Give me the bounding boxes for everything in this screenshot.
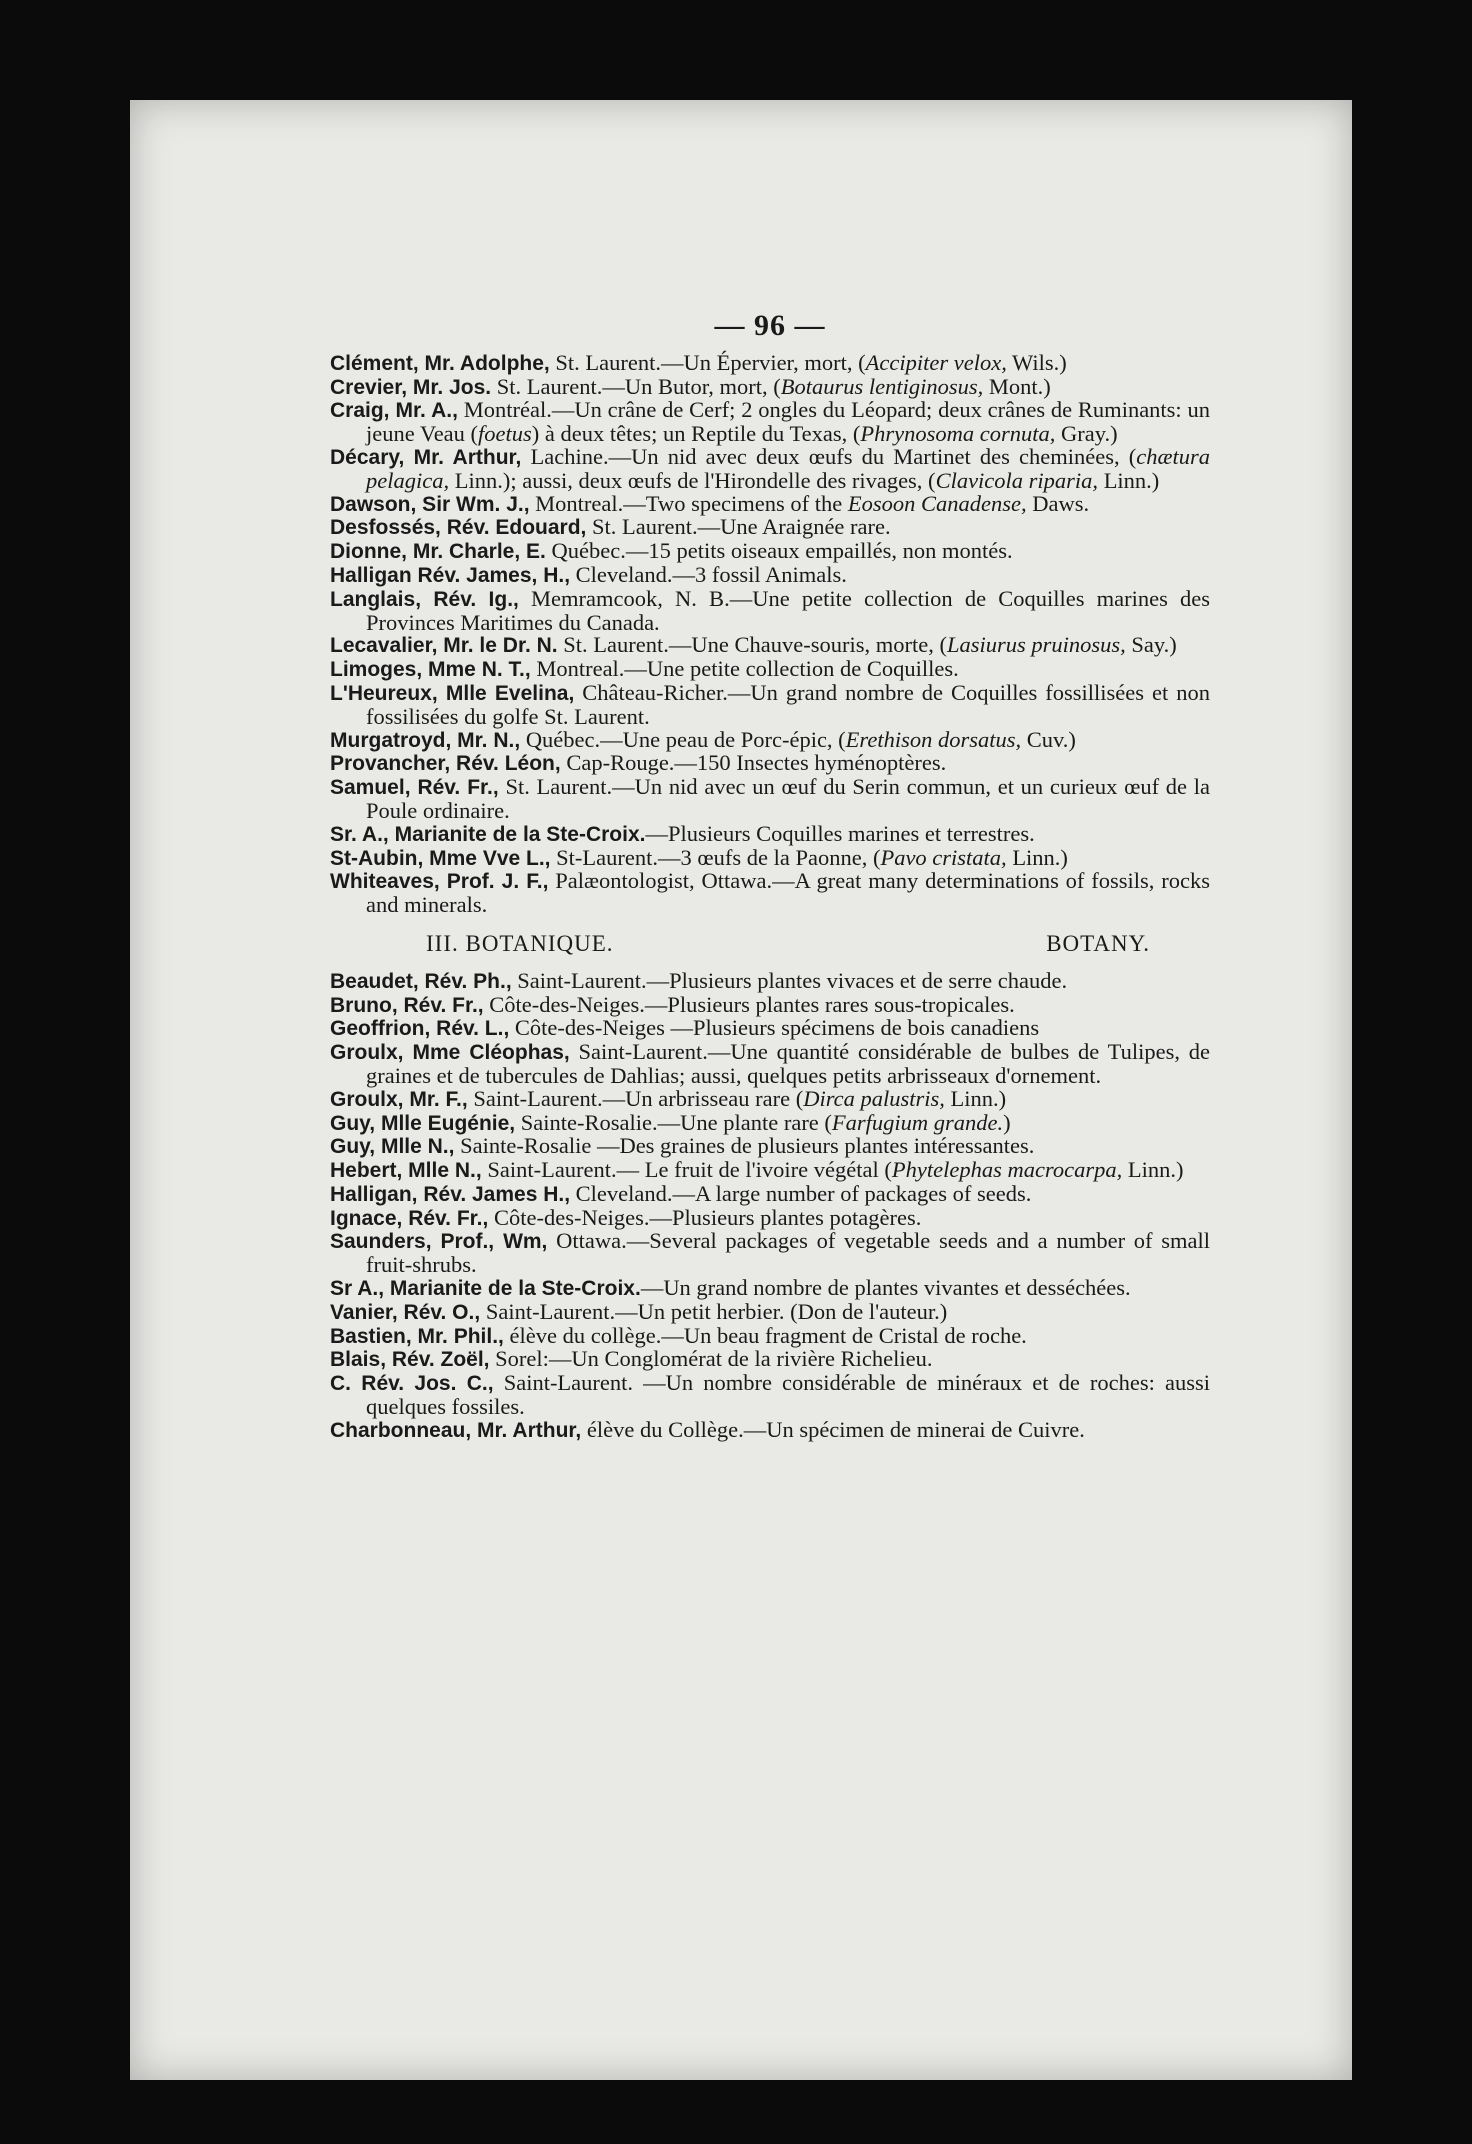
entry-text: élève du Collège.—Un spécimen de minerai de Cuivre. [581,1416,1085,1442]
page-content [330,309,1211,1443]
species-name: Pavo cristata, [880,844,1007,870]
entry-text: Cap-Rouge.—150 Insectes hyménoptères. [560,750,947,776]
donor-name: Vanier, Rév. O., [330,1300,481,1324]
entry-text: Côte-des-Neiges —Plusieurs spécimens de bois canadiens [509,1015,1040,1041]
donor-entry [330,679,1210,729]
entry-text: Côte-des-Neiges.—Plusieurs plantes potagères. [488,1204,922,1230]
donor-entry [330,844,1210,871]
donor-name: Groulx, Mr. F., [330,1087,468,1111]
entry-text: Linn.) [1006,844,1068,870]
donor-entry [330,1348,1210,1372]
donor-name: L'Heureux, Mlle Evelina, [330,681,575,705]
donor-name: Saunders, Prof., Wm, [330,1230,548,1254]
entry-text: St. Laurent.—Un nid avec un œuf du Serin commun, et un curieux œuf de la Poule ordinaire. [366,774,1210,823]
donor-entry [330,820,1210,847]
entry-text: Saint-Laurent. —Un nombre considérable de minéraux et de roches: aussi quelques fossiles. [366,1370,1210,1420]
entry-text: Côte-des-Neiges.—Plusieurs plantes rares sous-tropicales. [483,991,1015,1017]
donor-entry [330,726,1210,753]
entry-text: élève du collège.—Un beau fragment de Cristal de roche. [503,1322,1027,1348]
donor-name: St-Aubin, Mme Vve L., [330,846,551,870]
donor-name: Halligan, Rév. James H., [330,1182,571,1206]
donor-name: Charbonneau, Mr. Arthur, [330,1418,582,1442]
donor-entry [330,991,1210,1018]
entry-text: Linn.) [1122,1157,1184,1183]
species-name: chætura pelagica, [366,443,1210,493]
species-name: Phrynosoma cornuta, [860,421,1056,447]
donor-entry [330,399,1210,446]
donor-name: Dionne, Mr. Charle, E. [330,540,546,564]
entry-text: Saint-Laurent.—Un arbrisseau rare ( [467,1085,804,1111]
donor-name: Guy, Mlle Eugénie, [330,1111,516,1135]
donor-name: Craig, Mr. A., [330,399,458,423]
entry-text: Linn.) [1098,467,1160,493]
entry-text: St. Laurent.—Un Épervier, mort, ( [549,349,866,375]
donor-entry [330,540,1210,564]
donor-name: Décary, Mr. Arthur, [330,445,522,469]
donor-name: Whiteaves, Prof. J. F., [330,870,549,894]
entry-text: —Un grand nombre de plantes vivantes et desséchées. [640,1275,1131,1301]
entry-text: Cuv.) [1021,726,1076,752]
donor-entry [330,1085,1210,1112]
section-heading [330,917,1210,970]
donor-entry [330,634,1210,658]
entry-text: Gray.) [1055,421,1118,447]
donor-entry [330,1109,1210,1136]
donor-entry [330,1135,1210,1159]
species-name: Botaurus lentiginosus, [780,373,984,399]
donor-entry [330,349,1210,376]
donor-name: Dawson, Sir Wm. J., [330,492,530,516]
species-name: foetus [478,421,532,447]
donor-entry [330,373,1210,400]
entry-text: ) à deux têtes; un Reptile du Texas, ( [531,421,861,447]
donor-name: Halligan Rév. James, H., [330,563,571,587]
donor-name: Sr. A., Marianite de la Ste-Croix. [330,822,646,846]
donor-name: Guy, Mlle N., [330,1135,455,1159]
donor-name: Provancher, Rév. Léon, [330,752,561,776]
entry-text: St-Laurent.—3 œufs de la Paonne, ( [550,844,881,870]
entry-text: Québec.—Une peau de Porc-épic, ( [520,726,846,752]
entry-text: Québec.—15 petits oiseaux empaillés, non montés. [545,538,1013,564]
scanned-page [130,100,1352,2080]
donor-entry [330,1159,1210,1183]
entry-text: Palæontologist, Ottawa.—A great many determinations of fossils, rocks and minerals. [366,868,1210,918]
donor-name: Bastien, Mr. Phil., [330,1324,504,1348]
entry-text: —Plusieurs Coquilles marines et terrestres. [645,820,1035,846]
species-name: Farfugium grande. [831,1109,1004,1135]
entry-text: Sainte-Rosalie.—Une plante rare ( [515,1109,832,1135]
donor-entry [330,1372,1210,1419]
donor-entry [330,1180,1210,1207]
entry-text: Daws. [1026,490,1090,516]
donor-entry [330,443,1210,493]
entry-text: Sorel:—Un Conglomérat de la rivière Richelieu. [489,1346,933,1372]
donor-entry [330,1416,1210,1443]
entry-text: Wils.) [1006,349,1067,375]
entry-text: St. Laurent.—Un Butor, mort, ( [491,373,781,399]
donor-entry [330,1322,1210,1349]
entry-text: Saint-Laurent.—Un petit herbier. (Don de l'auteur.) [480,1298,948,1324]
donor-entry [330,490,1210,517]
page-number: — 96 — [714,309,826,342]
entry-text: Mont.) [983,373,1051,399]
species-name: Dirca palustris, [803,1085,945,1111]
entry-text: St. Laurent.—Une Chauve-souris, morte, ( [557,632,947,658]
donor-entry [330,967,1210,994]
entry-text: Saint-Laurent.—Une quantité considérable de bulbes de Tulipes, de graines et de tubercules de Dahlias; aussi, quelques petits arbrisseaux d'ornement. [366,1039,1210,1088]
donor-entry [330,1017,1210,1041]
donor-name: Hebert, Mlle N., [330,1159,482,1183]
donor-name: Lecavalier, Mr. le Dr. N. [330,634,558,658]
donor-name: Desfossés, Rév. Edouard, [330,516,587,540]
donor-name: Murgatroyd, Mr. N., [330,728,521,752]
donor-name: Langlais, Rév. Ig., [330,587,519,611]
donor-entry [330,585,1210,635]
donor-name: Bruno, Rév. Fr., [330,993,484,1017]
donor-name: Beaudet, Rév. Ph., [330,969,512,993]
donor-entry [330,561,1210,588]
entry-text: Montréal.—Un crâne de Cerf; 2 ongles du Léopard; deux crânes de Ruminants: un jeune Veau ( [366,397,1210,447]
donor-entry [330,1277,1210,1301]
entry-text: Saint-Laurent.— Le fruit de l'ivoire végétal ( [481,1157,892,1183]
donor-name: Limoges, Mme N. T., [330,658,531,682]
entry-text: Linn.) [944,1085,1007,1111]
donor-entry [330,1204,1210,1231]
donor-name: Samuel, Rév. Fr., [330,776,499,800]
entry-text: ) [1003,1109,1011,1135]
entry-text: Château-Richer.—Un grand nombre de Coquilles fossillisées et non fossilisées du golfe St. Laurent. [366,679,1210,729]
donor-entry [330,776,1210,823]
donor-name: Groulx, Mme Cléophas, [330,1041,570,1065]
species-name: Erethison dorsatus, [845,726,1022,752]
entry-text: Lachine.—Un nid avec deux œufs du Martinet des cheminées, ( [521,443,1137,469]
donor-entry [330,1230,1210,1277]
section-heading-english: BOTANY. [1046,930,1150,956]
entry-text: Saint-Laurent.—Plusieurs plantes vivaces et de serre chaude. [511,967,1068,993]
botany-list [330,967,1211,1443]
donor-name: Geoffrion, Rév. L., [330,1017,510,1041]
species-name: Eosoon Canadense, [847,490,1027,516]
donor-name: Crevier, Mr. Jos. [330,375,492,399]
donor-entry [330,658,1210,682]
donor-name: Ignace, Rév. Fr., [330,1206,489,1230]
entry-text: Linn.); aussi, deux œufs de l'Hirondelle des rivages, ( [449,467,936,493]
entry-text: Cleveland.—3 fossil Animals. [570,561,847,587]
entry-text: Montreal.—Two specimens of the [529,490,848,516]
entry-text: Sainte-Rosalie —Des graines de plusieurs plantes intéressantes. [454,1133,1035,1159]
species-name: Lasiurus pruinosus, [946,632,1126,658]
donor-name: Blais, Rév. Zoël, [330,1348,490,1372]
section-heading-french: III. BOTANIQUE. [426,930,614,956]
donor-name: Sr A., Marianite de la Ste-Croix. [330,1277,641,1301]
entry-text: Cleveland.—A large number of packages of seeds. [570,1180,1032,1206]
donor-entry [330,1041,1210,1088]
entry-text: St. Laurent.—Une Araignée rare. [586,514,891,540]
donor-entry [330,516,1210,540]
donor-entry [330,752,1210,776]
entry-text: Memramcook, N. B.—Une petite collection de Coquilles marines des Provinces Maritimes du Canada. [366,585,1210,635]
zoology-list [330,349,1210,918]
donor-name: Clément, Mr. Adolphe, [330,351,550,375]
species-name: Phytelephas macrocarpa, [891,1157,1123,1183]
donor-entry [330,1298,1210,1325]
donor-name: C. Rév. Jos. C., [330,1372,494,1396]
donor-entry [330,870,1210,917]
entry-text: Montreal.—Une petite collection de Coquilles. [530,656,959,682]
entry-text: Say.) [1125,632,1177,658]
species-name: Clavicola riparia, [935,467,1099,493]
entry-text: Ottawa.—Several packages of vegetable seeds and a number of small fruit-shrubs. [366,1228,1211,1278]
species-name: Accipiter velox, [865,349,1007,375]
